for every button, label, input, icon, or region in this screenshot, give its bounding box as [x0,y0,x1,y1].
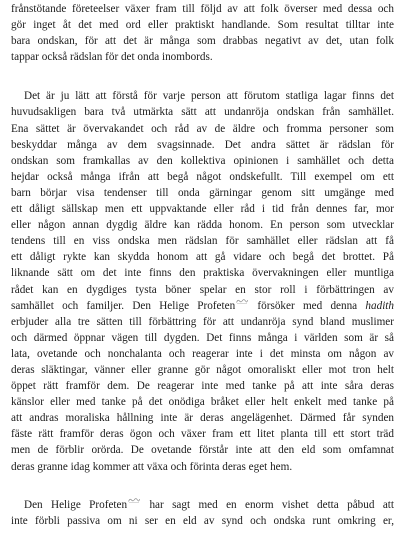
text-segment: Den Helige Profeten [24,498,128,511]
text-line: fäste rätt framför deras ögon och växer fram ett litet planta till ett stort träd [11,428,394,441]
text-line: deras släktingar, vänner eller granne gör något omoraliskt eller mot tron helt [11,363,394,376]
text-line: tappar också rädslan för det onda inombords. [11,51,213,64]
text-line: liknande sätt om det inte finns den praktiska övervakningen eller muntliga [11,267,394,280]
text-line: ondskan som framkallas av den kollektiva opinionen i samhället och detta [11,154,394,167]
text-line: beskyddar många av dem svagsinnade. Det andra sättet är rädslan för [11,138,394,151]
text-line: att andras moraliska hållning inte är deras angelägenhet. Därmed får synden [11,412,394,425]
paragraph-1 [11,1,394,65]
text-line: frånstötande företeelser växer fram till följd av att folk överser med dessa och [11,3,394,15]
text-line: öppet rätt framför dem. De reagerar inte med tanke på att inte såra deras [11,380,394,393]
paragraph-3 [11,497,394,529]
text-line: hejdar också många ifrån att begå något ondskefullt. Till exempel om ett [11,170,394,183]
honorific-symbol-icon [128,497,140,503]
paragraph-2 [11,88,394,474]
text-line: Det är ju lätt att förstå för varje person att förutom statliga lagar finns det [24,90,394,103]
honorific-symbol-icon [236,298,248,304]
text-line: gör inget åt det med ord eller praktiskt handlande. Som resultat tilltar inte [11,19,394,32]
text-line: och därmed öppnar vägen till dygden. Det finns många i världen som är så [11,331,394,344]
text-line: deras granne idag kommer att växa och förinta deras eget hem. [11,460,293,473]
text-line: ett dåligt rykte kan skydda honom att gå vidare och begå det brottet. På [11,251,394,264]
text-line: men de förblir orörda. De ovetande förstår inte att den eld som omfamnat [11,444,394,457]
text-line: inte förbli passiva om ni ser en eld av synd och ondska runt omkring er, [11,514,394,527]
text-line: rådet kan en dygdiges tysta böner spelar en stor roll i förbättringen av [11,283,394,296]
text-line: ett dåligt sällskap men ett uppvaktande eller råd i tid från dennes far, mor [11,203,394,216]
text-line: barn börjar visa tendenser till onda gärningar genom sitt umgänge med [11,186,394,199]
text-line: tendens till en viss ondska men rädslan för samhället eller rädslan att få [11,235,394,248]
text-line-with-honorific [11,497,394,513]
text-line-with-honorific [11,298,394,314]
text-line: bara ondskan, för att det är många som drabbas negativt av det, utan folk [11,35,394,48]
text-line: erbjuder alla tre sätten till förbättring för att undanröja synd bland muslimer [11,315,394,328]
text-line: känslor eller med tanke på det onödiga bråket eller helt enkelt med tanke på [11,396,394,409]
text-segment: samhället och familjer. Den Helige Profeten [11,299,236,312]
text-line: huvudsakligen bara två utmärkta sätt att undanröja ondskan från samhället. [11,106,394,119]
text-line: eller någon annan dygdig äldre kan rädda honom. En person som utvecklar [11,219,394,232]
hadith-term: hadith [365,299,394,312]
text-line: lata, ovetande och nonchalanta och reagerar inte i det minsta om någon av [11,347,394,360]
text-segment: har sagt med en enorm vishet detta påbud att [149,498,394,511]
text-segment: försöker med denna [257,299,358,312]
text-line: Ena sättet är övervakandet och råd av de äldre och fromma personer som [11,122,394,135]
